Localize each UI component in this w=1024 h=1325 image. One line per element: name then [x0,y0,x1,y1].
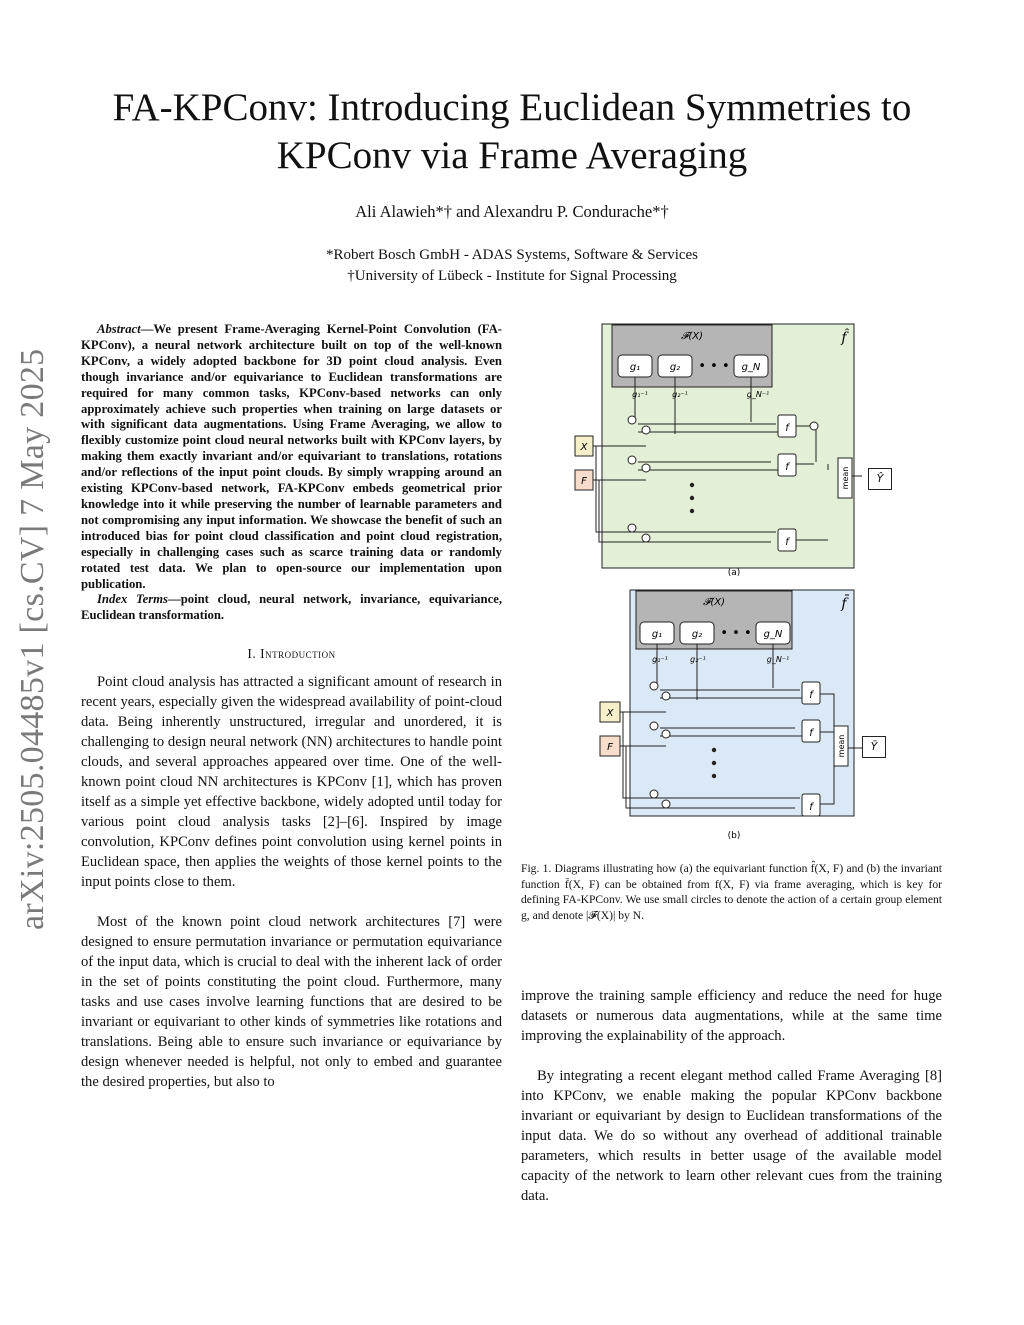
corner-label-a: f̂ [841,330,847,346]
figure-panel-a [575,324,862,578]
inv-g1-a: g₁⁻¹ [632,390,648,399]
arxiv-identifier: arXiv:2505.04485v1 [cs.CV] 7 May 2025 [14,348,51,930]
frame-label-a: 𝓕(X) [680,331,704,342]
g-ellipsis-a: • • • [698,359,730,374]
index-terms [81,592,502,624]
f-block-a-1: f [785,423,789,434]
abstract-text: —We present Frame-Averaging Kernel-Point Convolution (FA-KPConv), a neural network architecture built on top of the well-known KPConv, a widely adopted backbone for 3D point cloud analysis. Even though invariance and/or equivariance to Euclidean transformations are required for many common tasks, KPConv-based networks can only approximately achieve such properties when training on large datasets or with significant data augmentations. Using Frame Averaging, we allow to flexibly customize point cloud neural networks built with KPConv layers, by making them exactly invariant and/or equivariant to translations, rotations and/or reflections of the input point clouds. By simply wrapping around an existing KPConv-based network, FA-KPConv embeds geometrical prior knowledge into it while preserving the number of learnable parameters and not compromising any input information. We showcase the benefit of such an introduced bias for point cloud classification and point cloud registration, especially in challenging cases such as scarce training data or randomly rotated test data. We plan to open-source our implementation upon publication. [81,322,502,591]
left-column [81,322,502,1092]
output-y-hat: Ŷ [868,468,892,490]
affiliation-bosch: *Robert Bosch GmbH - ADAS Systems, Software & Services [325,247,699,263]
affiliations [60,245,964,287]
inv-g2-b: g₂⁻¹ [690,655,706,664]
input-f-a: F [581,476,587,487]
gN-box-b: g_N [763,629,783,640]
affiliation-luebeck: †University of Lübeck - Institute for Signal Processing [347,268,677,284]
abstract [81,322,502,592]
f-block-b-3: f [809,802,813,813]
author-list: Ali Alawieh*† and Alexandru P. Condurache*† [355,202,669,221]
output-y-bar: Ȳ [862,736,886,758]
panel-label-b: (b) [727,831,741,841]
paper-title [60,84,964,180]
g2-box-b: g₂ [691,629,703,640]
frame-label-b: 𝓕(X) [702,597,726,608]
figure-panel-b [600,590,862,841]
figure-caption: Fig. 1. Diagrams illustrating how (a) the equivariant function f̂(X, F) and (b) the invariant function f̄(X, F) can be obtained from f(X, F) via frame averaging, which is key for defining FA-KPConv. We use small circles to denote the action of a certain group element g, and denote |𝓕(X)| by N. [521,862,942,922]
abstract-label: Abstract [97,322,141,336]
mean-block-b: mean [837,734,846,758]
g1-box-a: g₁ [629,362,641,373]
intro-paragraph-2: Most of the known point cloud network architectures [7] were designed to ensure permutation invariance or permutation equivariance of the input data, which is crucial to deal with the inherent lack of order in the set of points constituting the point cloud. Furthermore, many tasks and use cases involve learning functions that are desired to be invariant or equivariant to other kinds of symmetries like rotations and translations. Being able to ensure such invariance or equivariance by design whenever needed is helpful, not only to embed and guarantee the desired properties, but also to [81,914,502,1091]
input-f-b: F [607,742,613,753]
title-line-2: KPConv via Frame Averaging [276,134,748,177]
f-block-a-2: f [785,462,789,473]
f-block-a-3: f [785,537,789,548]
g-ellipsis-b: • • • [720,626,752,641]
g2-box-a: g₂ [669,362,681,373]
panel-label-a: (a) [727,568,741,578]
gN-box-a: g_N [741,362,761,373]
section-heading-introduction: I. Introduction [247,646,336,662]
inv-gN-b: g_N⁻¹ [766,655,790,664]
inv-g1-b: g₁⁻¹ [652,655,668,664]
intro-paragraph-1: Point cloud analysis has attracted a significant amount of research in recent years, especially given the widespread availability of point-cloud data. Being inherently unstructured, irregular and unordered, it is challenging to design neural network (NN) architectures to handle point clouds, and several approaches appeared over time. One of the well-known point cloud NN architectures is KPConv [1], which has proven itself as a simple yet effective backbone, widely adopted until today for various point cloud analysis tasks [2]–[6]. Inspired by image convolution, KPConv defines point convolution using kernel points in Euclidean space, then applies the weights of those kernel points to the input points close to them. [81,674,502,891]
f-block-b-1: f [809,690,813,701]
figure-1 [566,322,862,842]
input-x-a: X [580,442,588,453]
intro-paragraph-3: improve the training sample efficiency and reduce the need for huge datasets or numerous data augmentations, while at the same time improving the explainability of the approach. [521,988,942,1044]
inv-gN-a: g_N⁻¹ [746,390,770,399]
mean-block-a: mean [841,466,850,490]
right-column [521,986,942,1206]
g1-box-b: g₁ [651,629,663,640]
index-terms-label: Index Terms [97,592,168,607]
title-line-1: FA-KPConv: Introducing Euclidean Symmetries to [112,86,912,129]
f-block-b-2: f [809,728,813,739]
inv-g2-a: g₂⁻¹ [672,390,688,399]
index-terms-text: —point cloud, neural network, invariance, equivariance, Euclidean transformation. [81,592,502,623]
input-x-b: X [606,708,614,719]
intro-paragraph-4: By integrating a recent elegant method called Frame Averaging [8] into KPConv, we enable making the popular KPConv backbone invariant or equivariant by design to Euclidean transformations of the input data. We do so without any overhead of additional trainable parameters, which results in better usage of the available model capacity of the network to learn other relevant cues from the training data. [521,1068,942,1204]
corner-label-b: f̄ [841,596,847,612]
